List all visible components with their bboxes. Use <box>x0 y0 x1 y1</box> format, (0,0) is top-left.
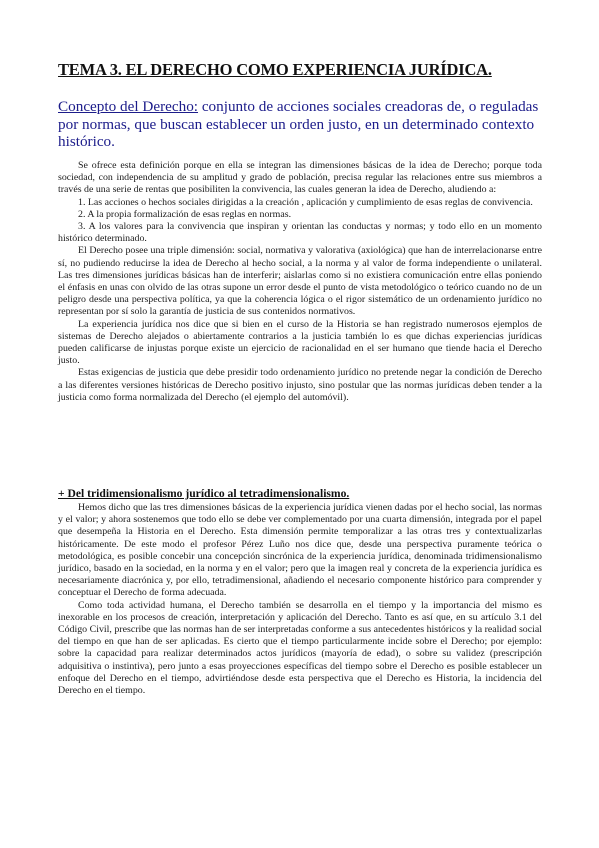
page-title: TEMA 3. EL DERECHO COMO EXPERIENCIA JURÍDICA. <box>58 60 492 79</box>
paragraph: Hemos dicho que las tres dimensiones básicas de la experiencia jurídica vienen dadas por el hecho social, las normas y el valor; y ahora sostenemos que todo ello se debe ver complementado por una cuarta dimensión, integrada por el papel que desempeña la Historia en el Derecho. Esta dimensión permite temporalizar a las otras tres y contextualizarlas históricamente. De este modo el profesor Pérez Luño nos dice que, desde una perspectiva puramente teórica o metodológica, es posible concebir una concepción sincrónica de la experiencia jurídica, denominada tridimensionalismo jurídico, basado en la sociedad, en la norma y en el valor; pero que la imagen real y concreta de la experiencia jurídica es necesariamente diacrónica y, por ello, tetradimensional, añadiendo el necesario componente histórico para comprender y conceptuar el Derecho de forma adecuada. <box>58 502 542 599</box>
section-heading: + Del tridimensionalismo jurídico al tetradimensionalismo. <box>58 487 350 500</box>
intro-body <box>58 160 542 404</box>
section-body <box>58 502 542 697</box>
concept-definition <box>58 98 543 151</box>
paragraph: Se ofrece esta definición porque en ella se integran las dimensiones básicas de la idea de Derecho; porque toda sociedad, con independencia de su amplitud y grado de población, precisa regular las relaciones entre sus miembros a través de una serie de rentas que posibiliten la convivencia, las cuales generan la idea de Derecho, aludiendo a: <box>58 160 542 196</box>
paragraph: La experiencia jurídica nos dice que si bien en el curso de la Historia se han registrado numerosos ejemplos de sistemas de Derecho alejados o abiertamente contrarios a la justicia también lo es que dichas experiencias jurídicas pueden calificarse de injustas porque existe un ejercicio de racionalidad en el ser humano que tiende hacia el Derecho justo. <box>58 318 542 367</box>
list-item: 2. A la propia formalización de esas reglas en normas. <box>78 208 292 220</box>
paragraph: Estas exigencias de justicia que debe presidir todo ordenamiento jurídico no pretende negar la condición de Derecho a las diferentes versiones históricas de Derecho positivo injusto, sino postular que las normas jurídicas deben tender a la justicia como forma normalizada del Derecho (el ejemplo del automóvil). <box>58 367 542 403</box>
concept-label: Concepto del Derecho: <box>58 98 199 115</box>
paragraph: El Derecho posee una triple dimensión: social, normativa y valorativa (axiológica) que han de interrelacionarse entre sí, no pudiendo reducirse la idea de Derecho al hecho social, a la norma y al valor de forma independiente o unilateral. Las tres dimensiones jurídicas básicas han de interferir; aislarlas como si no existiera comunicación entre ellas poniendo el énfasis en unas con olvido de las otras supone un error desde el punto de vista metodológico o teórico cuando no de un peligro desde una perspectiva política, ya que la coherencia lógica o el rigor sistemático de un ordenamiento jurídico no representan por sí solo la garantía de justicia de sus contenidos normativos. <box>58 245 542 318</box>
list-item: 1. Las acciones o hechos sociales dirigidas a la creación , aplicación y cumplimiento de esas reglas de convivencia. <box>78 196 533 208</box>
paragraph: Como toda actividad humana, el Derecho también se desarrolla en el tiempo y la importancia del mismo es inexorable en los procesos de creación, interpretación y aplicación del Derecho. Tanto es así que, en su artículo 3.1 del Código Civil, prescribe que las normas han de ser interpretadas conforme a sus antecedentes históricos y la realidad social del tiempo en que han de ser aplicadas. Es cierto que el tiempo particularmente incide sobre el Derecho; por ejemplo: sobre la capacidad para realizar determinados actos jurídicos (mayoría de edad), o sobre su validez (prescripción adquisitiva o instintiva), pero junto a esas proyecciones específicas del tiempo sobre el Derecho es posible establecer un enfoque del Derecho en el tiempo, advirtiéndose desde esta perspectiva que el Derecho es Historia, la incidencia del Derecho en el tiempo. <box>58 599 542 697</box>
concept-text: conjunto de acciones sociales creadoras de, o reguladas por normas, que buscan establecer un orden justo, en un determinado contexto histórico. <box>58 98 539 150</box>
list-item: 3. A los valores para la convivencia que inspiran y orientan las conductas y normas; y todo ello en un momento histórico determinado. <box>58 221 542 245</box>
